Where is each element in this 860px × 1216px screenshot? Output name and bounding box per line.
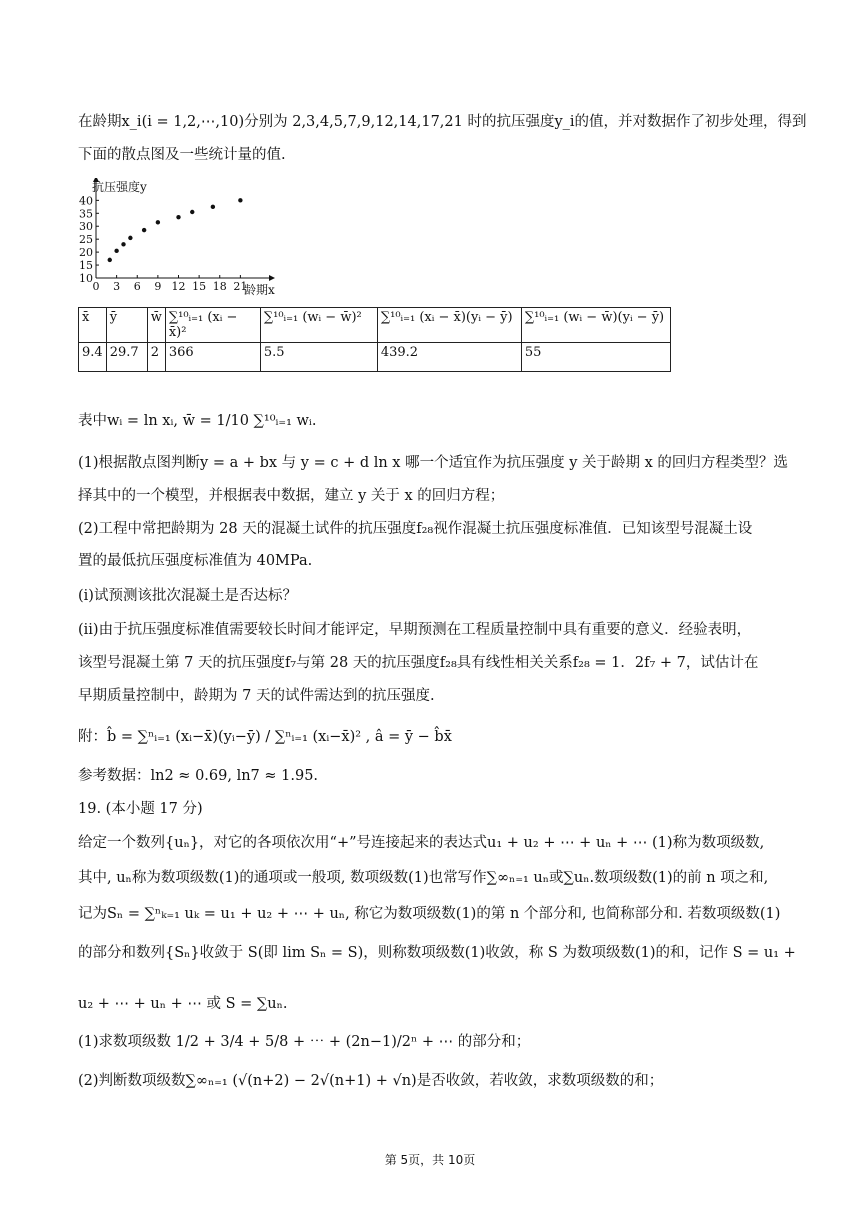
table-header-cell: x̄	[79, 308, 107, 343]
scatter-chart	[78, 178, 288, 298]
question-heading: 19. (本小题 17 分)	[78, 801, 203, 817]
paragraph-line: 该型号混凝土第 7 天的抗压强度f₇与第 28 天的抗压强度f₂₈具有线性相关关系f₂₈ = 1．2f₇ + 7，试估计在	[78, 655, 759, 671]
paragraph-line: 置的最低抗压强度标准值为 40MPa.	[78, 553, 313, 569]
paragraph-line: (2)判断数项级数∑∞ₙ₌₁ (√(n+2) − 2√(n+1) + √n)是否收敛，若收敛，求数项级数的和；	[78, 1073, 664, 1089]
paragraph-line: 参考数据：ln2 ≈ 0.69, ln7 ≈ 1.95.	[78, 768, 319, 784]
x-tick-label: 12	[171, 280, 186, 293]
table-cell: 2	[147, 343, 165, 372]
page-footer: 第 5页，共 10页	[384, 1153, 476, 1167]
paragraph-line: 记为Sₙ = ∑ⁿₖ₌₁ uₖ = u₁ + u₂ + ⋯ + uₙ, 称它为数项级数(1)的第 n 个部分和, 也简称部分和. 若数项级数(1)	[78, 906, 781, 922]
paragraph-line: (1)求数项级数 1/2 + 3/4 + 5/8 + ⋯ + (2n−1)/2ⁿ + ⋯ 的部分和；	[78, 1034, 531, 1050]
x-axis-arrow	[269, 275, 275, 281]
intro-line-2: 下面的散点图及一些统计量的值.	[78, 147, 286, 163]
paragraph-line: 早期质量控制中，龄期为 7 天的试件需达到的抗压强度.	[78, 688, 435, 704]
y-tick-label: 40	[79, 194, 93, 208]
y-tick-label: 10	[79, 272, 93, 285]
paragraph-line: 其中, uₙ称为数项级数(1)的通项或一般项, 数项级数(1)也常写作∑∞ₙ₌₁ uₙ或∑uₙ.数项级数(1)的前 n 项之和,	[78, 870, 769, 886]
x-tick-label: 3	[113, 280, 121, 293]
scatter-point	[114, 249, 118, 253]
scatter-point	[142, 228, 146, 232]
paragraph-line: (i)试预测该批次混凝土是否达标？	[78, 588, 297, 604]
x-tick-label: 6	[133, 280, 141, 293]
table-cell: 55	[521, 343, 670, 372]
x-tick-label: 0	[92, 280, 100, 293]
x-tick-label: 9	[154, 280, 162, 293]
scatter-point	[121, 242, 125, 246]
paragraph-line: 给定一个数列{uₙ}，对它的各项依次用“+”号连接起来的表达式u₁ + u₂ + ⋯ + uₙ + ⋯ (1)称为数项级数,	[78, 835, 765, 851]
statistics-table	[78, 307, 671, 372]
table-header-cell: ∑¹⁰ᵢ₌₁ (wᵢ − w̄)²	[260, 308, 377, 343]
table-cell: 5.5	[260, 343, 377, 372]
scatter-point	[108, 258, 112, 262]
y-tick-label: 15	[79, 259, 93, 273]
table-cell: 366	[165, 343, 260, 372]
scatter-point	[190, 210, 194, 214]
paragraph-line: 表中wᵢ = ln xᵢ, w̄ = 1/10 ∑¹⁰ᵢ₌₁ wᵢ.	[78, 413, 317, 429]
paragraph-line: u₂ + ⋯ + uₙ + ⋯ 或 S = ∑uₙ.	[78, 996, 288, 1012]
table-header-cell: ȳ	[106, 308, 147, 343]
chart-x-axis-label: 龄期x	[244, 283, 275, 297]
x-tick-label: 18	[212, 280, 227, 293]
intro-line-1: 在龄期x_i(i = 1,2,⋯,10)分别为 2,3,4,5,7,9,12,14,17,21 时的抗压强度y_i的值，并对数据作了初步处理，得到	[78, 114, 807, 130]
chart-points	[108, 198, 243, 262]
table-cell: 29.7	[106, 343, 147, 372]
formula-line: 附：b̂ = ∑ⁿᵢ₌₁ (xᵢ−x̄)(yᵢ−ȳ) / ∑ⁿᵢ₌₁ (xᵢ−x̄)² , â = ȳ − b̂x̄	[78, 729, 452, 745]
scatter-point	[156, 220, 160, 224]
scatter-point	[128, 236, 132, 240]
table-cell: 9.4	[79, 343, 107, 372]
paragraph-line: 的部分和数列{Sₙ}收敛于 S(即 lim Sₙ = S)，则称数项级数(1)收敛，称 S 为数项级数(1)的和，记作 S = u₁ +	[78, 945, 796, 961]
paragraph-line: (1)根据散点图判断y = a + bx 与 y = c + d ln x 哪一个适宜作为抗压强度 y 关于龄期 x 的回归方程类型？选	[78, 455, 788, 471]
scatter-point	[176, 215, 180, 219]
paragraph-line: 择其中的一个模型，并根据表中数据，建立 y 关于 x 的回归方程；	[78, 488, 505, 504]
paragraph-line: (ii)由于抗压强度标准值需要较长时间才能评定，早期预测在工程质量控制中具有重要的意义．经验表明，	[78, 622, 752, 638]
chart-axes	[79, 178, 275, 293]
table-header-cell: ∑¹⁰ᵢ₌₁ (xᵢ − x̄)²	[165, 308, 260, 343]
scatter-point	[238, 198, 242, 202]
scatter-point	[211, 205, 215, 209]
chart-y-axis-label: 抗压强度y	[92, 180, 147, 194]
paragraph-line: (2)工程中常把龄期为 28 天的混凝土试件的抗压强度f₂₈视作混凝土抗压强度标准值．已知该型号混凝土设	[78, 521, 753, 537]
y-tick-label: 35	[79, 207, 93, 221]
table-header-cell: ∑¹⁰ᵢ₌₁ (wᵢ − w̄)(yᵢ − ȳ)	[521, 308, 670, 343]
y-tick-label: 20	[79, 246, 93, 260]
table-header-row	[79, 308, 671, 343]
table-header-cell: ∑¹⁰ᵢ₌₁ (xᵢ − x̄)(yᵢ − ȳ)	[377, 308, 521, 343]
table-cell: 439.2	[377, 343, 521, 372]
y-tick-label: 25	[79, 233, 93, 247]
table-row	[79, 343, 671, 372]
y-tick-label: 30	[79, 220, 93, 234]
table-header-cell: w̄	[147, 308, 165, 343]
x-tick-label: 15	[192, 280, 207, 293]
x-tick-label: 21	[233, 280, 248, 293]
